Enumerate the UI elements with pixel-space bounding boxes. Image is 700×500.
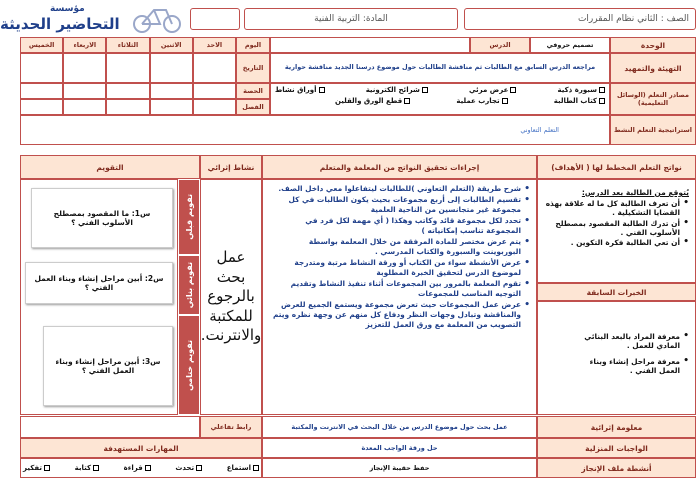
procedure-item: • شرح طريقة (التعلم التعاوني )للطالبات ليتفاعلوا معي داخل الصف. <box>269 184 530 194</box>
prior-item: • معرفة المراد بالبعد البنائي المادي للعمل . <box>568 332 689 351</box>
activity-cell <box>200 179 262 415</box>
skills-label: المهارات المستهدفة <box>20 438 262 458</box>
lesson-value <box>270 37 470 53</box>
grade-box <box>464 8 696 30</box>
intro-label: التهيئة والتمهيد <box>610 53 696 83</box>
procedure-item: • تقسيم الطالبات إلى أربع مجموعات بحيث يكون الطالبات في كل مجموعة غير متجانسين من الناحية العلمية <box>269 195 530 215</box>
period-cells <box>20 83 236 99</box>
strategy-label: استراتيجية التعلم النشط <box>610 115 696 145</box>
prior-list <box>568 332 689 375</box>
file-value: حفظ حقيبة الإنجاز <box>262 458 537 478</box>
outcomes-header: نواتج التعلم المخطط لها ( الأهداف) <box>537 155 696 179</box>
logo-subtitle: مؤسسة <box>50 4 85 14</box>
grade-text: الصف : الثاني نظام المقررات <box>577 14 689 24</box>
skill-item[interactable]: تفكير <box>23 464 50 472</box>
date-label: التاريخ <box>236 53 270 83</box>
link-label: رابط تفاعلي <box>200 416 262 438</box>
resource-item[interactable]: كتاب الطالبة <box>554 97 605 105</box>
resource-item[interactable]: شرائح الكترونية <box>366 86 428 94</box>
outcomes-title: يُتوقع من الطالبة بعد الدرس: <box>581 188 689 197</box>
day-label: اليوم <box>236 37 270 53</box>
procedures-list <box>269 184 530 330</box>
period-label: الحصة <box>236 83 270 99</box>
period-cell[interactable] <box>193 83 236 99</box>
homework-value: حل ورقة الواجب المعدة <box>262 438 537 458</box>
outcomes-cell <box>537 179 696 283</box>
eval-type-formative: تقويم بنائي <box>178 255 200 315</box>
skill-item[interactable]: قراءة <box>124 464 151 472</box>
resource-item[interactable]: عرض مرئي <box>469 86 516 94</box>
period-cell[interactable] <box>106 83 149 99</box>
lesson-label: الدرس <box>470 37 530 53</box>
class-cell[interactable] <box>63 99 106 115</box>
class-cell[interactable] <box>150 99 193 115</box>
date-cell[interactable] <box>63 53 106 83</box>
procedure-item: • عرض عمل المجموعات حيث تعرض مجموعة ويستمع الجميع للعرض والمناقشة وتبادل وجهات النظر ودفاع كل منهم عن وجهة نظره ويتم التصويب من المعلمة مع ورق العمل للتعزيز <box>269 300 530 330</box>
class-cell[interactable] <box>193 99 236 115</box>
subject-text: المادة: التربية الفنية <box>314 14 388 24</box>
procedure-item: • يتم عرض مختصر للمادة المرفقة من خلال المعلمة بواسطة البوربوينت والسبورة والكتاب المدرسي . <box>269 237 530 257</box>
date-cells <box>20 53 236 83</box>
eval-type-final: تقويم ختامي <box>178 315 200 415</box>
date-cell[interactable] <box>150 53 193 83</box>
class-cell[interactable] <box>20 99 63 115</box>
day-mon: الاثنين <box>150 37 193 53</box>
file-label: أنشطة ملف الإنجاز <box>537 458 696 478</box>
outcome-item: • أن تعرف الطالبة كل ما له علاقة بهذه القضايا التشكيلية . <box>544 199 689 218</box>
eval-question: س2: أبين مراحل إنشاء وبناء العمل الفني ؟ <box>25 262 173 304</box>
strategy-value: التعلم التعاوني <box>20 115 610 145</box>
outcomes-list <box>544 199 689 247</box>
logo <box>0 2 200 38</box>
eval-cell <box>20 179 178 415</box>
enrich-label: معلومة إثرائية <box>537 416 696 438</box>
date-cell[interactable] <box>106 53 149 83</box>
resource-item[interactable]: سبورة ذكية <box>558 86 606 94</box>
activity-header: نشاط إثرائي <box>200 155 262 179</box>
eval-question: س1: ما المقصود بمصطلح الأسلوب الفني ؟ <box>31 188 173 248</box>
skill-item[interactable]: تحدث <box>175 464 202 472</box>
outcome-item: • أن تدرك الطالبة المقصود بمصطلح الأسلوب الفني . <box>544 219 689 238</box>
homework-label: الواجبات المنزلية <box>537 438 696 458</box>
outcome-item: • أن تعي الطالبة فكرة التكوين . <box>544 238 689 247</box>
skill-item[interactable]: استماع <box>227 464 259 472</box>
link-value[interactable] <box>20 416 200 438</box>
eval-type-pre: تقويم قبلي <box>178 179 200 255</box>
prior-item: • معرفة مراحل إنشاء وبناء العمل الفني . <box>568 357 689 376</box>
class-cells <box>20 99 236 115</box>
unit-label: الوحدة <box>610 37 696 53</box>
day-tue: الثلاثاء <box>106 37 149 53</box>
procedures-header: إجراءات تحقيق النواتج من المعلمة والمتعلم <box>262 155 537 179</box>
procedures-cell <box>262 179 537 415</box>
period-cell[interactable] <box>63 83 106 99</box>
logo-title: التحاضير الحديثة <box>0 15 120 33</box>
prior-header: الخبرات السابقة <box>537 283 696 301</box>
period-cell[interactable] <box>20 83 63 99</box>
prior-cell <box>537 301 696 415</box>
procedure-item: • تحدد لكل مجموعة قائد وكاتب وهكذا ( أي مهمة لكل فرد في المجموعة تناسب إمكانياته ) <box>269 216 530 236</box>
days-header-row <box>20 37 236 53</box>
period-cell[interactable] <box>150 83 193 99</box>
resources-box <box>270 83 610 115</box>
class-cell[interactable] <box>106 99 149 115</box>
skills-row <box>20 458 262 478</box>
intro-text: مراجعه الدرس السابق مع الطالبات ثم مناقشة الطالبات حول موضوع درسنا الجديد مناقشة حوارية <box>270 53 610 83</box>
day-wed: الاربعاء <box>63 37 106 53</box>
procedure-item: • تقوم المعلمة بالمرور بين المجموعات أثناء تنفيذ النشاط وتقديم التوجيه المناسب للمجموعات <box>269 279 530 299</box>
unit-value: تصميم حروفي <box>530 37 610 53</box>
resource-item[interactable]: قطع الورق والقلين <box>335 97 410 105</box>
day-sun: الاحد <box>193 37 236 53</box>
date-cell[interactable] <box>20 53 63 83</box>
evaluation-header: التقويم <box>20 155 200 179</box>
resource-item[interactable]: تجارب عملية <box>456 97 507 105</box>
skill-item[interactable]: كتابة <box>75 464 99 472</box>
day-thu: الخميس <box>20 37 63 53</box>
blank-header-box <box>190 8 240 30</box>
enrich-value: عمل بحث حول موضوع الدرس من خلال البحث في الانترنت والمكتبة <box>262 416 537 438</box>
class-label: الفصل <box>236 99 270 115</box>
resource-item[interactable]: أوراق نشاط <box>275 86 325 94</box>
procedure-item: • عرض الأنشطة سواء من الكتاب أو ورقة النشاط مرتبة ومتدرجة لموضوع الدرس لتحقيق الخبرة المطلوبة <box>269 258 530 278</box>
date-cell[interactable] <box>193 53 236 83</box>
resources-label: مصادر التعلم (الوسائل التعليمية) <box>610 83 696 115</box>
bicycle-icon <box>130 2 185 34</box>
subject-box <box>244 8 458 30</box>
activity-text: عمل بحث بالرجوع للمكتبة والانترنت. <box>200 248 262 345</box>
eval-question: س3: أبين مراحل إنشاء وبناء العمل الفني ؟ <box>43 326 173 406</box>
